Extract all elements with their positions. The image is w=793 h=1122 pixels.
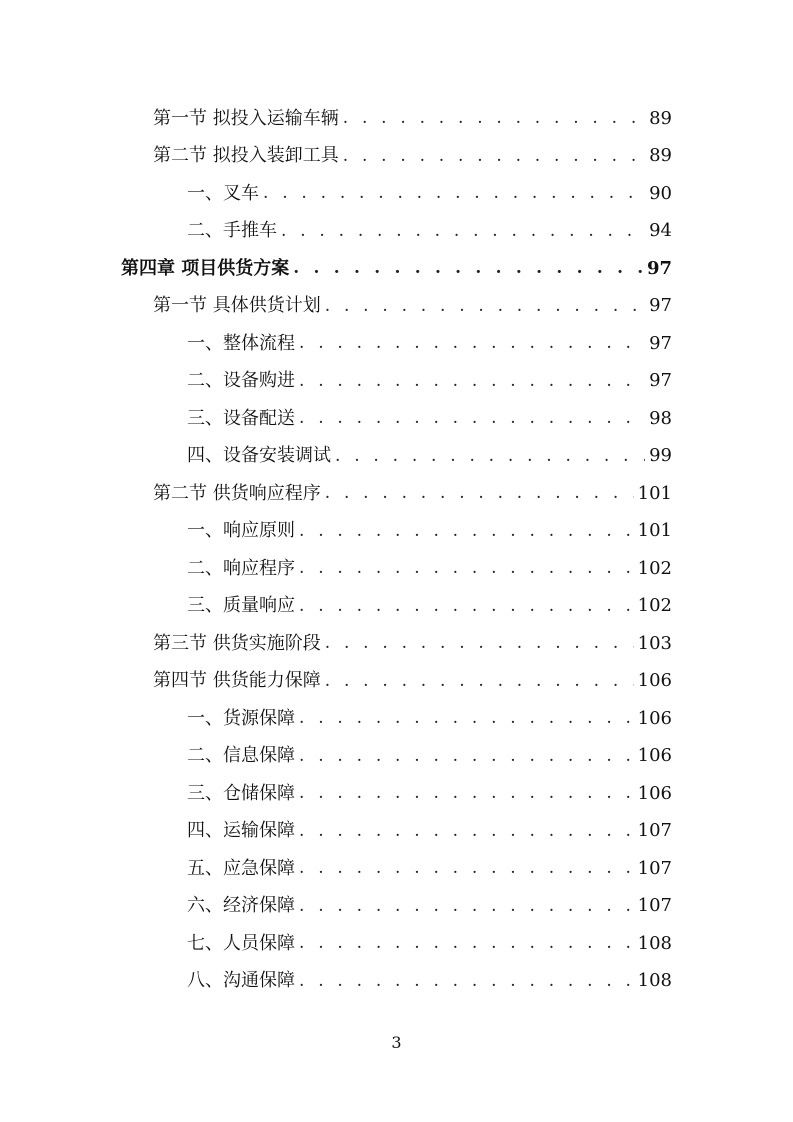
toc-entry[interactable] bbox=[153, 100, 672, 138]
toc-entry-page: 102 bbox=[634, 597, 672, 615]
toc-entry[interactable] bbox=[153, 138, 672, 176]
toc-entry[interactable] bbox=[187, 850, 672, 888]
toc-entry[interactable] bbox=[187, 963, 672, 1001]
toc-entry[interactable] bbox=[187, 700, 672, 738]
toc-entry-page: 101 bbox=[634, 485, 672, 503]
page-number: 3 bbox=[391, 1033, 402, 1052]
toc-entry[interactable] bbox=[187, 213, 672, 251]
dot-leader bbox=[343, 110, 645, 127]
dot-leader bbox=[299, 335, 645, 352]
toc-entry-page: 102 bbox=[634, 560, 672, 578]
dot-leader bbox=[299, 523, 634, 540]
dot-leader bbox=[325, 635, 634, 652]
dot-leader bbox=[293, 260, 643, 277]
toc-entry-label: 六、经济保障 bbox=[187, 897, 299, 915]
toc-entry[interactable] bbox=[153, 625, 672, 663]
toc-entry[interactable] bbox=[187, 588, 672, 626]
toc-entry-page: 97 bbox=[645, 335, 672, 353]
toc-entry[interactable] bbox=[187, 813, 672, 851]
toc-entry-page: 101 bbox=[634, 522, 672, 540]
toc-entry[interactable] bbox=[153, 663, 672, 701]
toc-entry-label: 一、货源保障 bbox=[187, 710, 299, 728]
toc-entry-label: 第四章 项目供货方案 bbox=[121, 260, 293, 278]
toc-entry-page: 90 bbox=[645, 185, 672, 203]
dot-leader bbox=[325, 673, 634, 690]
toc-entry-label: 第一节 具体供货计划 bbox=[153, 297, 325, 315]
toc-entry-label: 三、质量响应 bbox=[187, 597, 299, 615]
dot-leader bbox=[263, 185, 645, 202]
toc-entry[interactable] bbox=[187, 513, 672, 551]
toc-entry[interactable] bbox=[153, 288, 672, 326]
dot-leader bbox=[299, 598, 634, 615]
toc-entry-label: 四、设备安装调试 bbox=[187, 447, 335, 465]
toc-entry-label: 第二节 供货响应程序 bbox=[153, 485, 325, 503]
dot-leader bbox=[299, 748, 634, 765]
dot-leader bbox=[299, 973, 634, 990]
toc-entry-label: 七、人员保障 bbox=[187, 935, 299, 953]
dot-leader bbox=[299, 823, 634, 840]
toc-entry-page: 98 bbox=[645, 410, 672, 428]
toc-entry-page: 108 bbox=[634, 972, 672, 990]
dot-leader bbox=[281, 223, 645, 240]
toc-entry-label: 八、沟通保障 bbox=[187, 972, 299, 990]
toc-entry-page: 97 bbox=[645, 372, 672, 390]
toc-entry-label: 一、叉车 bbox=[187, 185, 263, 203]
toc-entry-page: 106 bbox=[634, 672, 672, 690]
dot-leader bbox=[335, 448, 645, 465]
toc-entry-label: 一、整体流程 bbox=[187, 335, 299, 353]
toc-entry[interactable] bbox=[187, 775, 672, 813]
toc-entry[interactable] bbox=[187, 925, 672, 963]
toc-entry[interactable] bbox=[187, 400, 672, 438]
dot-leader bbox=[343, 148, 645, 165]
toc-entry-label: 一、响应原则 bbox=[187, 522, 299, 540]
toc-entry-page: 106 bbox=[634, 710, 672, 728]
toc-entry[interactable] bbox=[187, 550, 672, 588]
toc-entry-label: 五、应急保障 bbox=[187, 860, 299, 878]
toc-entry-page: 97 bbox=[645, 297, 672, 315]
toc-chapter-entry[interactable] bbox=[121, 250, 672, 288]
dot-leader bbox=[299, 860, 634, 877]
toc-entry-page: 107 bbox=[634, 822, 672, 840]
toc-entry-page: 106 bbox=[634, 747, 672, 765]
toc-entry[interactable] bbox=[187, 888, 672, 926]
dot-leader bbox=[299, 785, 634, 802]
toc-entry-page: 107 bbox=[634, 897, 672, 915]
dot-leader bbox=[299, 373, 645, 390]
toc-entry-page: 94 bbox=[645, 222, 672, 240]
toc-entry-page: 89 bbox=[645, 110, 672, 128]
dot-leader bbox=[299, 560, 634, 577]
toc-entry[interactable] bbox=[153, 475, 672, 513]
toc-entry[interactable] bbox=[187, 738, 672, 776]
toc-entry[interactable] bbox=[187, 325, 672, 363]
toc-entry-label: 四、运输保障 bbox=[187, 822, 299, 840]
toc-entry-label: 第三节 供货实施阶段 bbox=[153, 635, 325, 653]
toc-entry-label: 第二节 拟投入装卸工具 bbox=[153, 147, 343, 165]
dot-leader bbox=[325, 485, 634, 502]
toc-entry-label: 二、响应程序 bbox=[187, 560, 299, 578]
toc-entry-label: 第四节 供货能力保障 bbox=[153, 672, 325, 690]
toc-entry-page: 107 bbox=[634, 860, 672, 878]
toc-entry-page: 97 bbox=[643, 260, 672, 278]
toc-entry-page: 103 bbox=[634, 635, 672, 653]
dot-leader bbox=[299, 935, 634, 952]
table-of-contents bbox=[0, 100, 793, 1000]
dot-leader bbox=[299, 710, 634, 727]
toc-entry-label: 三、仓储保障 bbox=[187, 785, 299, 803]
dot-leader bbox=[325, 298, 645, 315]
dot-leader bbox=[299, 410, 645, 427]
toc-entry-label: 二、信息保障 bbox=[187, 747, 299, 765]
toc-entry-page: 106 bbox=[634, 785, 672, 803]
toc-entry-label: 三、设备配送 bbox=[187, 410, 299, 428]
dot-leader bbox=[299, 898, 634, 915]
toc-entry[interactable] bbox=[187, 438, 672, 476]
toc-entry-page: 99 bbox=[645, 447, 672, 465]
toc-entry-label: 二、设备购进 bbox=[187, 372, 299, 390]
toc-entry[interactable] bbox=[187, 175, 672, 213]
toc-entry-label: 第一节 拟投入运输车辆 bbox=[153, 110, 343, 128]
toc-entry-page: 89 bbox=[645, 147, 672, 165]
toc-entry[interactable] bbox=[187, 363, 672, 401]
toc-entry-page: 108 bbox=[634, 935, 672, 953]
toc-entry-label: 二、手推车 bbox=[187, 222, 281, 240]
